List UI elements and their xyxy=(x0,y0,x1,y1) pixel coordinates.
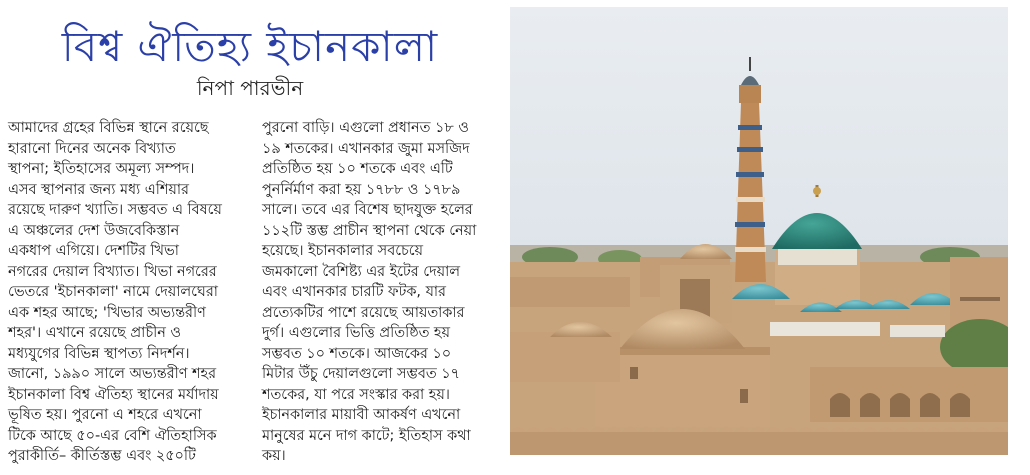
text-line: প্রতিষ্ঠিত হয় ১০ শতকে এবং এটি xyxy=(262,161,453,177)
text-line: ১১২টি স্তম্ভ প্রাচীন স্থাপনা থেকে নেয়া xyxy=(262,222,477,239)
text-line: ইচানকালা বিশ্ব ঐতিহ্য স্থানের মর্যাদায় xyxy=(8,386,219,403)
text-line: এসব স্থাপনার জন্য মধ্য এশিয়ার xyxy=(8,181,189,198)
itchan-kala-photo xyxy=(510,7,1008,455)
text-line: জানো, ১৯৯০ সালে অভ্যন্তরীণ শহর xyxy=(8,366,217,382)
author-byline: নিপা পারভীন xyxy=(196,76,304,100)
text-line: হয়েছে। ইচানকালার সবচেয়ে xyxy=(262,243,424,259)
article-column-1 xyxy=(8,118,256,467)
text-line: টিকে আছে ৫০-এর বেশি ঐতিহাসিক xyxy=(8,427,217,444)
photo-illustration xyxy=(510,7,1008,455)
building xyxy=(510,332,620,382)
text-line: এ অঞ্চলের দেশ উজবেকিস্তান xyxy=(8,222,180,239)
text-line: পুরাকীর্তি– কীর্তিস্তম্ভ এবং ২৫০টি xyxy=(8,448,196,464)
headline: বিশ্ব ঐতিহ্য ইচানকালা xyxy=(61,22,439,71)
text-line: প্রত্যেকটির পাশে রয়েছে আয়তাকার xyxy=(262,304,465,321)
text-line: ভেতরে 'ইচানকালা' নামে দেয়ালঘেরা xyxy=(8,284,218,300)
text-line: দুর্গ। এগুলোর ভিত্তি প্রতিষ্ঠিত হয় xyxy=(262,325,450,341)
text-line: মধ্যযুগের বিভিন্ন স্থাপত্য নিদর্শন। xyxy=(8,345,190,362)
text-line: মানুষের মনে দাগ কাটে; ইতিহাস কথা xyxy=(262,427,471,444)
text-line: নগরের দেয়াল বিখ্যাত। খিভা নগরের xyxy=(8,263,217,280)
text-line: মিটার উঁচু দেয়ালগুলো সম্ভবত ১৭ xyxy=(262,366,460,382)
dome-building xyxy=(595,347,770,427)
text-line: একধাপ এগিয়ে। দেশটির খিভা xyxy=(8,243,179,259)
text-line: শহর'। এখানে রয়েছে প্রাচীন ও xyxy=(8,325,181,341)
text-line: সম্ভবত ১০ শতকে। আজকের ১০ xyxy=(262,345,452,362)
text-line: ১৯ শতকের। এখানকার জুমা মসজিদ xyxy=(262,140,470,157)
dome-drum xyxy=(778,249,857,265)
text-line: ভূষিত হয়। পুরনো এ শহরে এখনো xyxy=(8,407,202,423)
text-line: স্থাপনা; ইতিহাসের অমূল্য সম্পদ। xyxy=(8,161,195,177)
text-line: এবং এখানকার চারটি ফটক, যার xyxy=(262,284,446,300)
text-line: পুনর্নির্মাণ করা হয় ১৭৮৮ ও ১৭৮৯ xyxy=(262,181,461,198)
text-line: কয়। xyxy=(262,448,286,464)
white-roof xyxy=(770,322,880,336)
text-line: শতকের, যা পরে সংস্কার করা হয়। xyxy=(262,386,450,403)
text-line: সালে। তবে এর বিশেষ ছাদযুক্ত হলের xyxy=(262,202,473,218)
text-line: হারানো দিনের অনেক বিখ্যাত xyxy=(8,140,176,157)
building xyxy=(510,277,630,307)
text-line: ইচানকালার মায়াবী আকর্ষণ এখনো xyxy=(262,407,461,423)
text-line: এক শহর আছে; 'খিভার অভ্যন্তরীণ xyxy=(8,304,206,321)
article-column-2 xyxy=(262,118,502,467)
text-line: পুরনো বাড়ি। এগুলো প্রধানত ১৮ ও xyxy=(262,120,469,136)
text-line: জমকালো বৈশিষ্ট্য এর ইটের দেয়াল xyxy=(262,263,461,280)
text-line: আমাদের গ্রহের বিভিন্ন স্থানে রয়েছে xyxy=(8,120,209,136)
text-line: রয়েছে দারুণ খ্যাতি। সম্ভবত এ বিষয়ে xyxy=(8,202,222,218)
white-roof xyxy=(890,325,945,337)
crenellated-city-wall xyxy=(510,427,1008,456)
